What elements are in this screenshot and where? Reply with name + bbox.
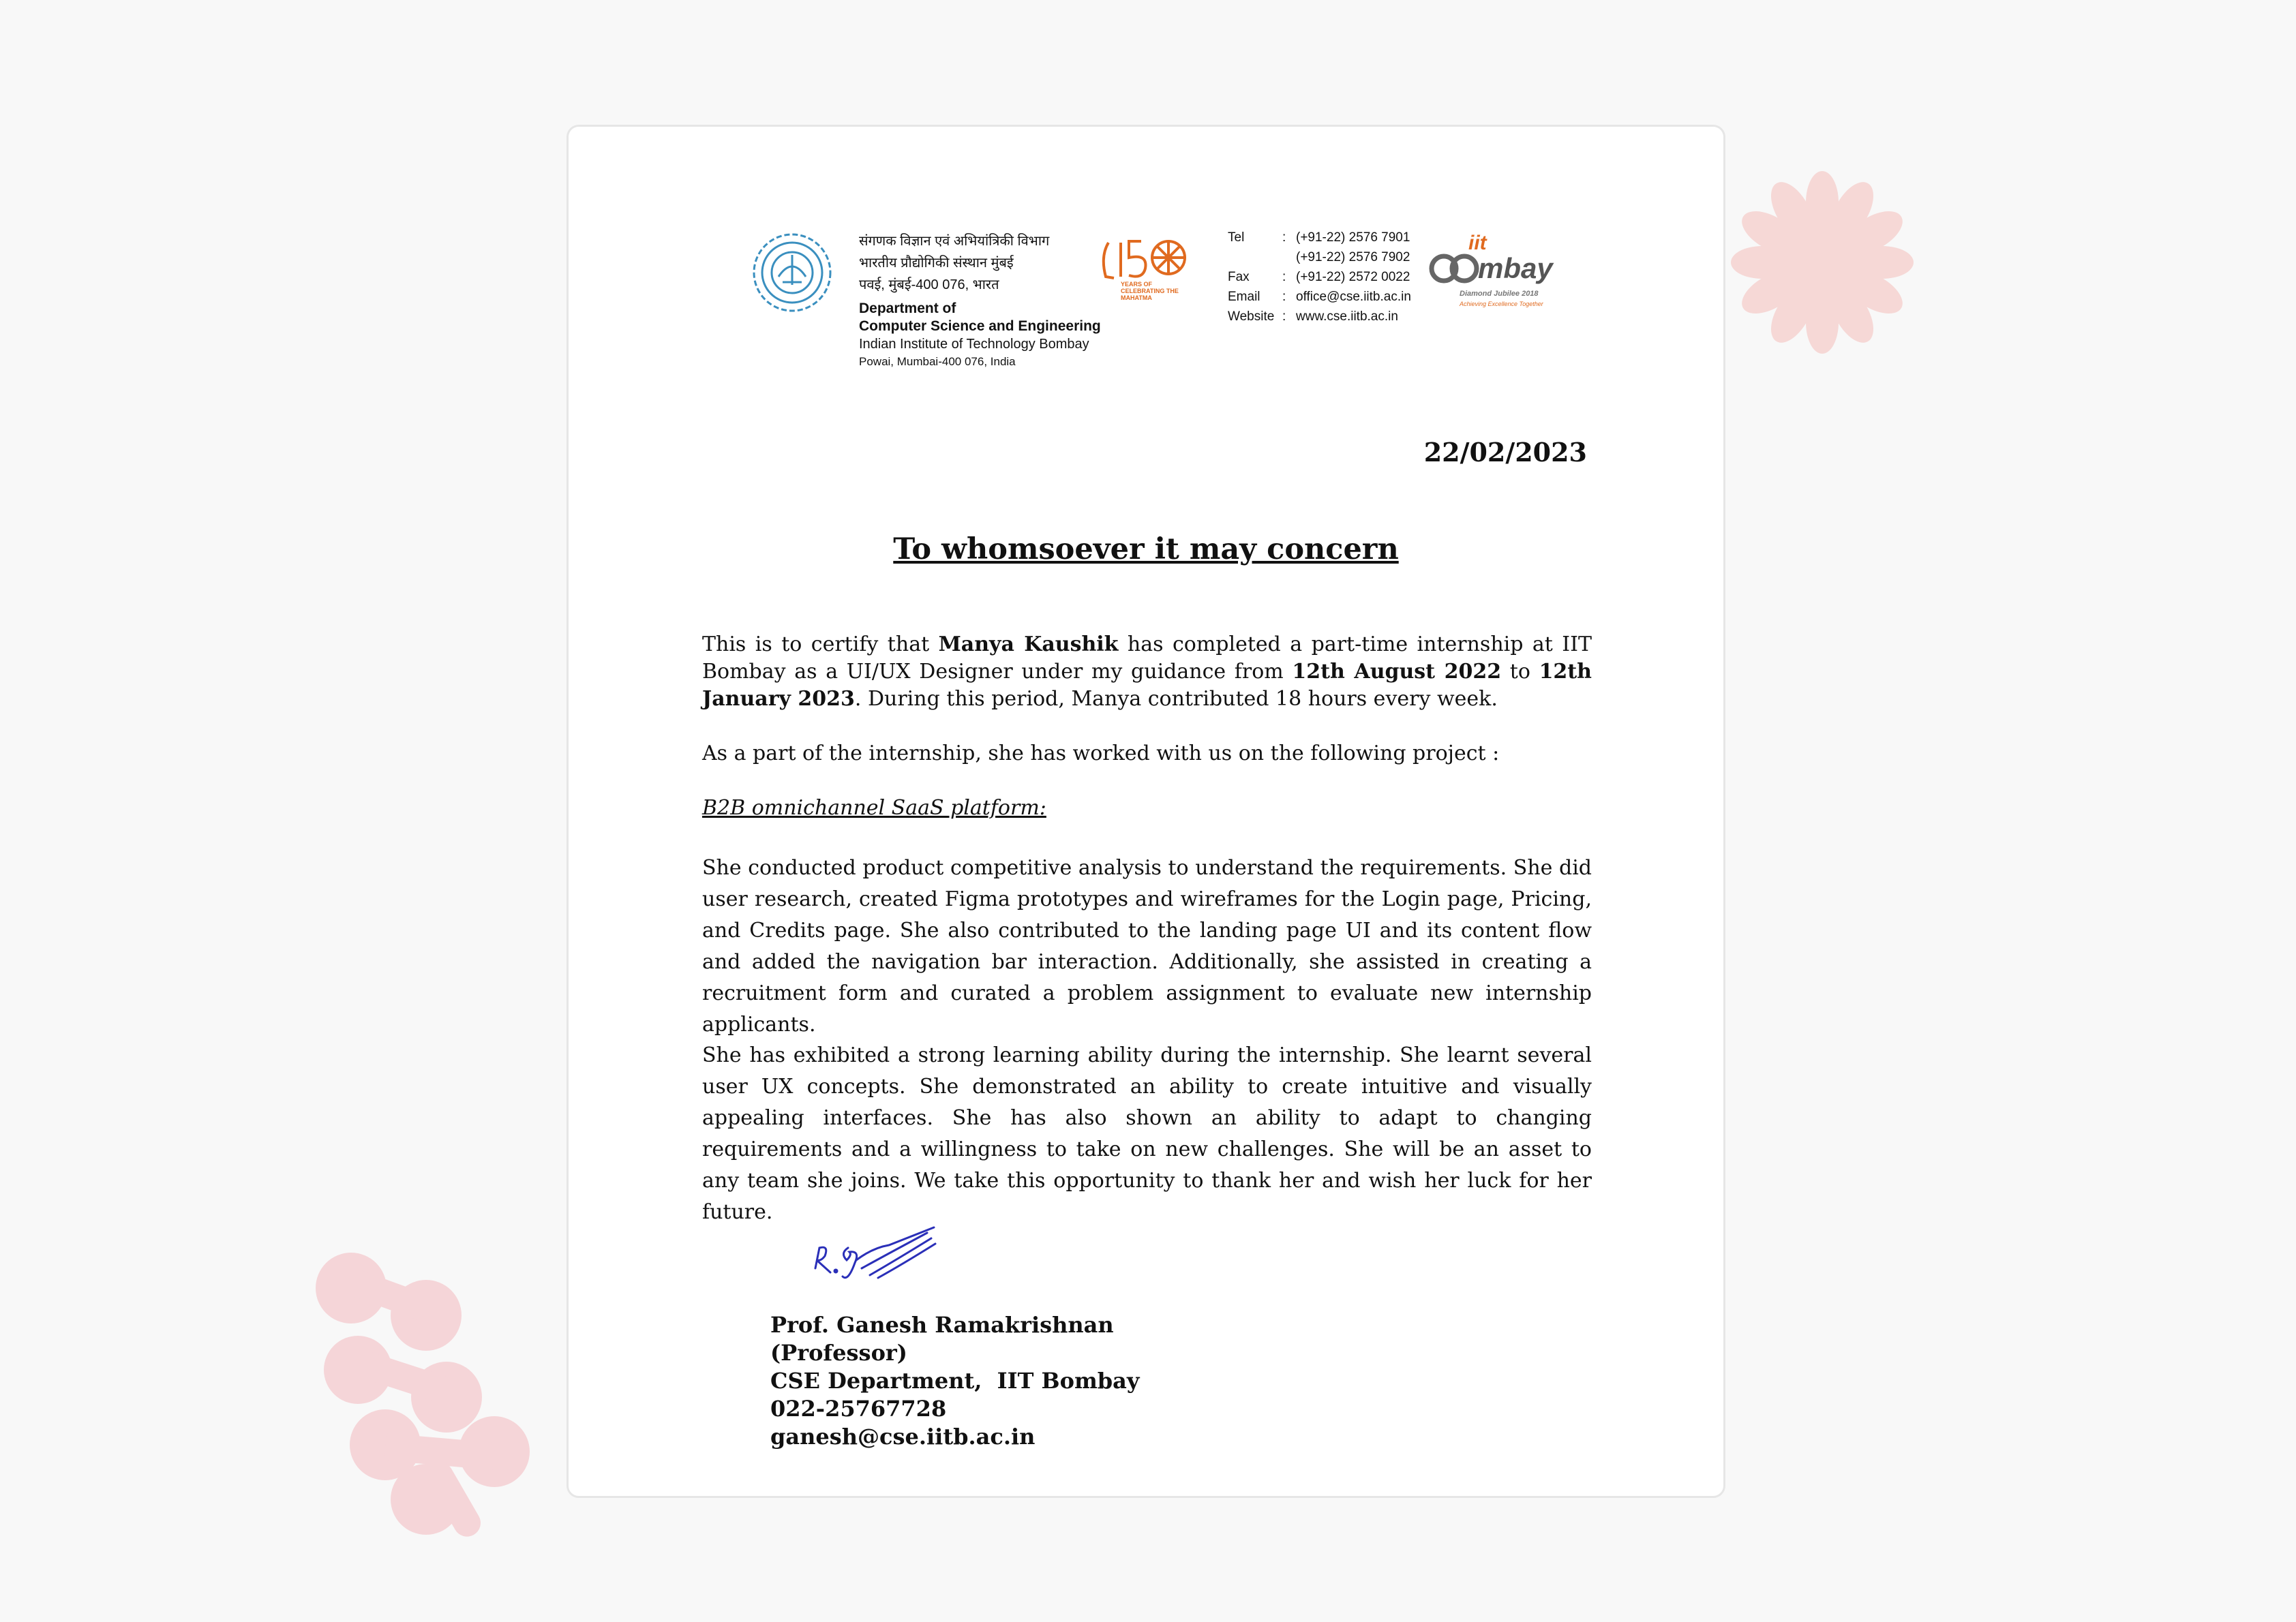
- paragraph-work: She conducted product competitive analysis to understand the requirements. She did user research, created Figma prototypes and wireframes for the Login page, Pricing, and Credits page. She also contributed to the landing page UI and its content flow and added the navigation bar interaction. Additionally, she assisted in creating a recruitment form and curated a problem assignment to evaluate new internship applicants.: [702, 856, 1592, 1037]
- iitb-diamond-jubilee-logo-icon: [1429, 229, 1558, 311]
- svg-text:Achieving Excellence Together: Achieving Excellence Together: [1460, 301, 1543, 307]
- start-date: 12th August 2022: [1292, 660, 1502, 684]
- signatory-phone: 022-25767728: [770, 1396, 947, 1422]
- signatory-email: ganesh@cse.iitb.ac.in: [770, 1424, 1036, 1450]
- end-date: 12th January 2023: [702, 660, 1592, 711]
- p1-text-2: has completed a part-time internship at IIT Bombay as a UI/UX Designer under my guidance from: [702, 632, 1592, 684]
- separator: :: [1282, 309, 1286, 324]
- paragraph-certification: [702, 631, 1592, 713]
- intern-name: Manya Kaushik: [938, 632, 1119, 656]
- letterhead-contact: [1228, 228, 1411, 326]
- tel-2: (+91-22) 2576 7902: [1296, 250, 1410, 264]
- certificate-letter: [567, 125, 1725, 1498]
- website-value: www.cse.iitb.ac.in: [1296, 309, 1398, 324]
- p1-text-3: to: [1501, 660, 1539, 684]
- p1-text-1: This is to certify that: [702, 632, 939, 656]
- separator: :: [1282, 270, 1286, 284]
- letter-title: To whomsoever it may concern: [893, 532, 1399, 566]
- letter-date: 22/02/2023: [1423, 437, 1587, 468]
- gandhi-logo-text: YEARS OF CELEBRATING THE MAHATMA: [1121, 281, 1179, 301]
- hindi-dept: संगणक विज्ञान एवं अभियांत्रिकी विभाग: [859, 234, 1050, 249]
- letterhead-english: [859, 300, 1101, 371]
- project-title-text: B2B omnichannel SaaS platform:: [702, 796, 1046, 820]
- signatory-name: Prof. Ganesh Ramakrishnan: [770, 1312, 1114, 1338]
- p1-text-4: . During this period, Manya contributed 18 hours every week.: [854, 687, 1498, 711]
- signature-image: [807, 1221, 943, 1289]
- blob-decoration: [310, 1240, 569, 1540]
- tel-label: Tel: [1228, 230, 1245, 245]
- flower-decoration: [1730, 170, 1914, 354]
- paragraph-evaluation: She has exhibited a strong learning ability during the internship. She learnt several user UX concepts. She demonstrated an ability to create intuitive and visually appealing interfaces. She has also shown an ability to adapt to changing requirements and a willingness to take on new challenges. She will be an asset to any team she joins. We take this opportunity to thank her and wish her luck for her future.: [702, 1043, 1592, 1224]
- fax-label: Fax: [1228, 270, 1250, 284]
- separator: :: [1282, 290, 1286, 304]
- institute-name: Indian Institute of Technology Bombay: [859, 337, 1089, 352]
- signatory-dept: CSE Department, IIT Bombay: [770, 1368, 1140, 1394]
- paragraph-project-intro: As a part of the internship, she has worked with us on the following project :: [702, 741, 1500, 765]
- letterhead-hindi: [859, 230, 1049, 296]
- tel-1: (+91-22) 2576 7901: [1296, 230, 1410, 245]
- email-value: office@cse.iitb.ac.in: [1296, 290, 1411, 304]
- project-title: [702, 795, 1592, 822]
- website-label: Website: [1228, 309, 1275, 324]
- email-label: Email: [1228, 290, 1260, 304]
- signatory-role: (Professor): [770, 1340, 907, 1366]
- svg-text:Diamond Jubilee 2018: Diamond Jubilee 2018: [1460, 290, 1539, 298]
- hindi-address: पवई, मुंबई-400 076, भारत: [859, 277, 999, 292]
- fax-value: (+91-22) 2572 0022: [1296, 270, 1410, 284]
- svg-text:iit: iit: [1468, 232, 1487, 254]
- svg-text:mbay: mbay: [1478, 252, 1553, 284]
- iitb-emblem-icon: [749, 229, 836, 316]
- dept-line1: Department of: [859, 301, 956, 316]
- institute-address: Powai, Mumbai-400 076, India: [859, 355, 1016, 368]
- hindi-institute: भारतीय प्रौद्योगिकी संस्थान मुंबई: [859, 256, 1014, 271]
- dept-line2: Computer Science and Engineering: [859, 318, 1101, 334]
- separator: :: [1282, 230, 1286, 245]
- signatory-block: [770, 1311, 1140, 1451]
